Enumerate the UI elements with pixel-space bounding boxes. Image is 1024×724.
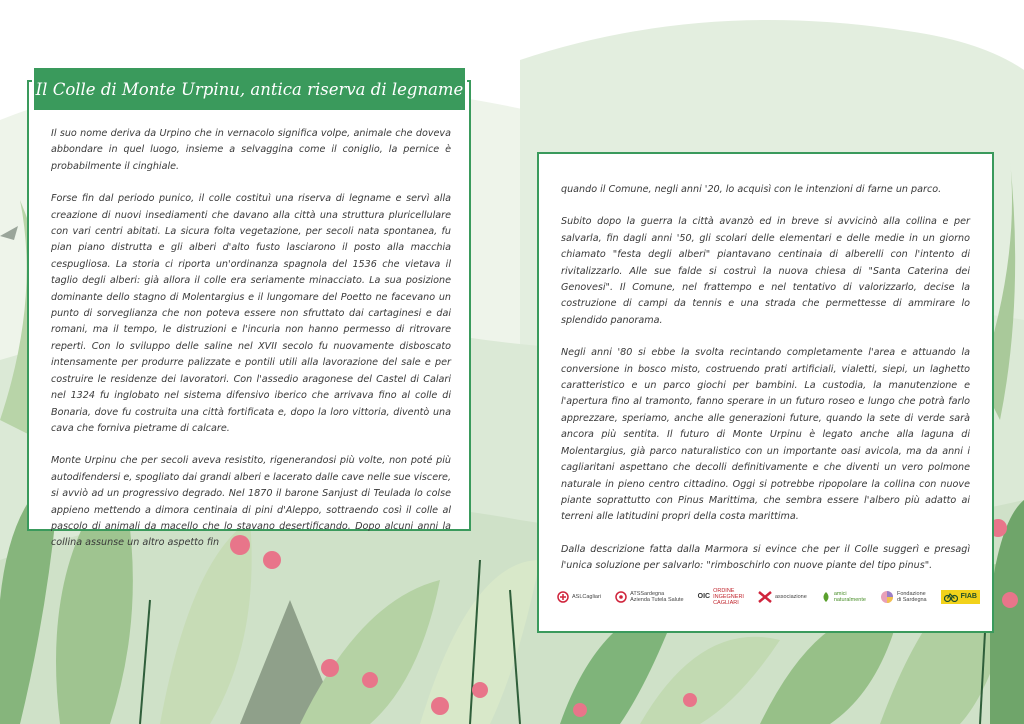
logo-ats-sardegna: ATSSardegna Azienda Tutela Salute bbox=[615, 591, 684, 603]
paragraph: Subito dopo la guerra la città avanzò ed in breve si avvicinò alla collina e per salvarla, fin dagli anni '50, gli scolari delle elementari e delle medie in un giorno chiamato "festa degli alberi" piantavano centinaia di alberelli con l'intento di rivitalizzarlo. Alle sue falde si costruì la nuova chiesa di "Santa Caterina dei Genovesi". Il Comune, nel frattempo e nel tentativo di valorizzarlo, decise la costruzione di campi da tennis e una strada che permettesse di ammirare lo splendido panorama. bbox=[561, 216, 970, 326]
logo-fiab: FIAB bbox=[941, 590, 980, 604]
right-text-panel bbox=[537, 152, 994, 633]
x-logo-icon bbox=[758, 591, 772, 603]
paragraph: Forse fin dal periodo punico, il colle costituì una riserva di legname e servì alla creazione di nuovi insediamenti che davano alla città una struttura pluricellulare con vari centri abitati. La sicura folta vegetazione, per secoli nata spontanea, fu pian piano distrutta e gli alberi d'alto fusto lasciarono il posto alla macchia cespugliosa. La storia ci riporta un'ordinanza spagnola del 1536 che vietava il taglio degli alberi: già allora il colle era seriamente minacciato. La sua posizione dominante dello stagno di Molentargius e il lungomare del Poetto ne facevano un punto di sorveglianza che non poteva essere non sfruttato dai cartaginesi e dai romani, ma il tempo, le distruzioni e l'incuria non hanno permesso di ritrovare reperti. Con lo sviluppo delle saline nel XVII secolo fu nuovamente disboscato intensamente per produrre palizzate e pontili utili alla lavorazione del sale e per costruire le residenze dei lavoratori. Con l'assedio aragonese del Castel di Calari nel 1324 fu inglobato nel sistema difensivo iberico che arrivava fino al colle di Bonaria, dove fu costruita una città fortificata e, dopo la loro vittoria, diventò una cava che forniva pietrame di calcare. bbox=[51, 193, 451, 434]
paragraph: Il suo nome deriva da Urpino che in vernacolo significa volpe, animale che doveva abbondare in quel luogo, insieme a selvaggina come il coniglio, la pernice è probabilmente il cinghiale. bbox=[51, 128, 451, 172]
page-title: Il Colle di Monte Urpinu, antica riserva di legname bbox=[35, 79, 464, 99]
fondazione-logo-icon bbox=[880, 590, 894, 604]
bicycle-icon bbox=[944, 592, 958, 602]
logo-fondazione-sardegna: Fondazione di Sardegna bbox=[880, 590, 927, 604]
asl-logo-icon bbox=[557, 591, 569, 603]
paragraph: quando il Comune, negli anni '20, lo acquisì con le intenzioni di farne un parco. bbox=[561, 184, 942, 195]
logo-asl-cagliari: ASLCagliari bbox=[557, 591, 601, 603]
title-banner bbox=[32, 66, 467, 112]
ats-logo-icon bbox=[615, 591, 627, 603]
left-body-text bbox=[51, 126, 451, 568]
paragraph: Monte Urpinu che per secoli aveva resistito, rigenerandosi più volte, non poté più autodifendersi e, spogliato dai grandi alberi e lacerato dalle cave nelle sue viscere, si avviò ad un progressivo degrado. Nel 1870 il barone Sanjust di Teulada lo colse appieno mettendo a dimora centinaia di pini d'Aleppo, sottraendo così il colle al pascolo di animali da macello che lo stavano desertificando. Dopo alcuni anni la collina assunse un altro aspetto fin bbox=[51, 455, 451, 549]
paragraph: Negli anni '80 si ebbe la svolta recintando completamente l'area e attuando la conversione in bosco misto, costruendo prati artificiali, vialetti, siepi, un laghetto caratteristico e un parco giochi per bambini. La custodia, la manutenzione e l'apertura fino al tramonto, fanno sperare in un futuro roseo e lungo che potrà farlo apprezzare, speriamo, anche alle generazioni future, quando la sete di verde sarà ancora più sentita. Il futuro di Monte Urpinu è legato anche alla laguna di Molentargius, già parco naturalistico con un importante oasi avicola, ma da anni i cagliaritani aspettano che decolli definitivamente e che diventi un vero polmone naturale in pieno centro cittadino. Oggi si potrebbe ripopolare la collina con nuove piante soprattutto con Pinus Marittima, che sembra essere l'albero più adatto ai terreni alle latitudini propri della costa marittima. bbox=[561, 347, 970, 523]
left-text-panel bbox=[27, 80, 471, 549]
leaf-logo-icon bbox=[821, 591, 831, 603]
right-body-text bbox=[561, 182, 970, 591]
logo-amici-naturalmente: amici naturalmente bbox=[821, 591, 866, 603]
paragraph: Dalla descrizione fatta dalla Marmora si evince che per il Colle suggerì e presagì l'unica soluzione per salvarlo: "rimboschirlo con nuove piante del tipo pinus". bbox=[561, 543, 970, 572]
sponsor-logos bbox=[557, 586, 980, 608]
logo-ordine-ingegneri: OIC ORDINE INGEGNERI CAGLIARI bbox=[697, 588, 744, 606]
logo-associazione-x: associazione bbox=[758, 591, 807, 603]
